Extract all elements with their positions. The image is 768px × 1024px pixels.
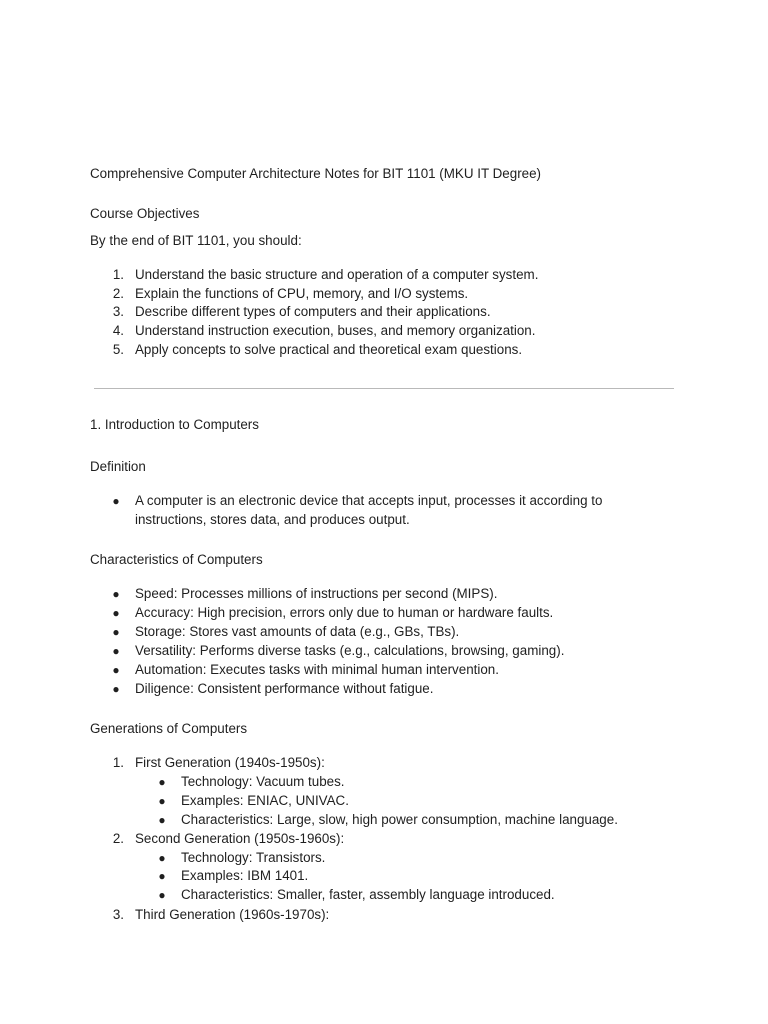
bullet-icon: ● (112, 606, 120, 620)
characteristic-text: Speed: Processes millions of instructions per second (MIPS). (135, 586, 498, 601)
generation-detail-text: Examples: ENIAC, UNIVAC. (181, 793, 349, 808)
generation-detail-text: Technology: Transistors. (181, 850, 326, 865)
generation-label: Second Generation (1950s-1960s): (135, 831, 345, 846)
bullet-icon: ● (112, 587, 120, 601)
bullet-icon: ● (158, 869, 166, 883)
generation-detail-text: Characteristics: Large, slow, high power consumption, machine language. (181, 812, 618, 827)
bullet-icon: ● (158, 813, 166, 827)
definition-text-line-2: instructions, stores data, and produces output. (135, 512, 410, 527)
generation-label: First Generation (1940s-1950s): (135, 755, 325, 770)
objective-text: Understand instruction execution, buses, and memory organization. (135, 323, 536, 338)
course-objectives-heading: Course Objectives (90, 206, 200, 221)
bullet-icon: ● (158, 888, 166, 902)
generations-heading: Generations of Computers (90, 721, 248, 736)
objective-text: Describe different types of computers and their applications. (135, 304, 491, 319)
list-number: 4. (112, 323, 124, 338)
list-number: 3. (112, 907, 124, 922)
bullet-icon: ● (112, 663, 120, 677)
objective-text: Apply concepts to solve practical and theoretical exam questions. (135, 342, 523, 357)
list-number: 2. (112, 831, 124, 846)
list-number: 2. (112, 286, 124, 301)
characteristics-heading: Characteristics of Computers (90, 552, 263, 567)
characteristic-text: Accuracy: High precision, errors only due to human or hardware faults. (135, 605, 554, 620)
bullet-icon: ● (112, 682, 120, 696)
bullet-icon: ● (112, 625, 120, 639)
list-number: 5. (112, 342, 124, 357)
characteristic-text: Versatility: Performs diverse tasks (e.g., calculations, browsing, gaming). (135, 643, 565, 658)
bullet-icon: ● (112, 494, 120, 508)
section-heading-introduction: 1. Introduction to Computers (90, 417, 259, 432)
bullet-icon: ● (158, 775, 166, 789)
generation-label: Third Generation (1960s-1970s): (135, 907, 330, 922)
characteristic-text: Diligence: Consistent performance without fatigue. (135, 681, 434, 696)
generation-detail-text: Characteristics: Smaller, faster, assembly language introduced. (181, 887, 555, 902)
bullet-icon: ● (158, 794, 166, 808)
list-number: 3. (112, 304, 124, 319)
list-number: 1. (112, 755, 124, 770)
bullet-icon: ● (112, 644, 120, 658)
definition-heading: Definition (90, 459, 146, 474)
definition-text-line-1: A computer is an electronic device that accepts input, processes it according to (135, 493, 603, 508)
objective-text: Explain the functions of CPU, memory, and I/O systems. (135, 286, 469, 301)
horizontal-rule (94, 388, 674, 389)
objectives-intro: By the end of BIT 1101, you should: (90, 233, 302, 248)
characteristic-text: Storage: Stores vast amounts of data (e.g., GBs, TBs). (135, 624, 460, 639)
bullet-icon: ● (158, 851, 166, 865)
generation-detail-text: Examples: IBM 1401. (181, 868, 309, 883)
generation-detail-text: Technology: Vacuum tubes. (181, 774, 345, 789)
document-title: Comprehensive Computer Architecture Notes for BIT 1101 (MKU IT Degree) (90, 166, 542, 181)
list-number: 1. (112, 267, 124, 282)
objective-text: Understand the basic structure and operation of a computer system. (135, 267, 539, 282)
characteristic-text: Automation: Executes tasks with minimal human intervention. (135, 662, 499, 677)
